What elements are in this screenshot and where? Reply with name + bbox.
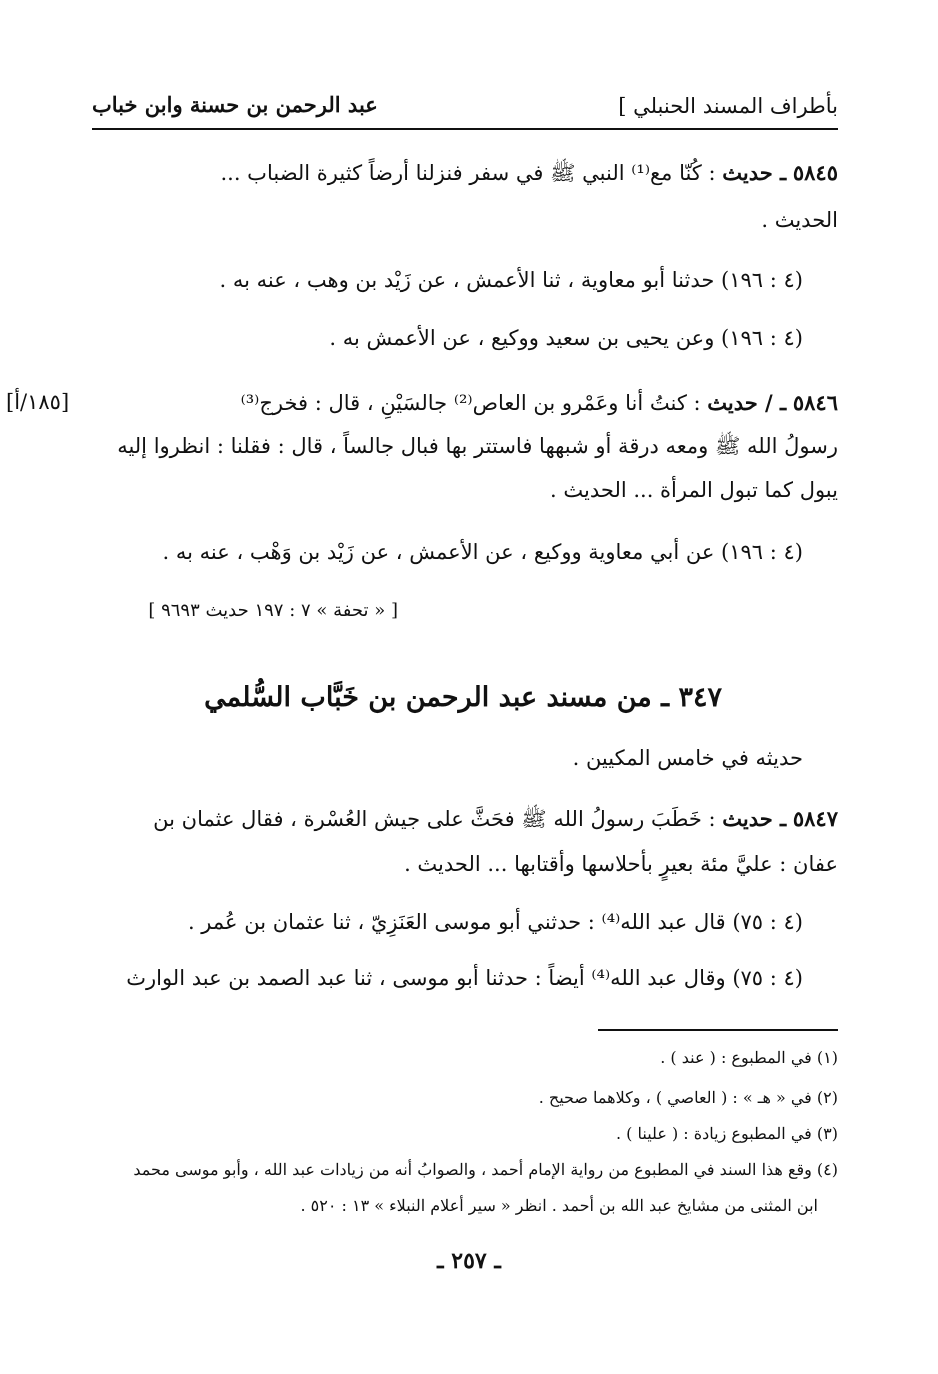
header-section-title: عبد الرحمن بن حسنة وابن خباب [92,92,378,117]
section-intro: حديثه في خامس المكيين . [572,746,803,770]
hadith-label: ـ حديث [722,806,787,831]
footnote-divider [598,1029,838,1031]
hadith-5846-line-2: رسولُ الله ﷺ ومعه درقة أو شبهها فاستتر بها فبال جالساً ، قال : فقلنا : انظروا إليه [117,434,838,458]
tuhfa-reference: [ « تحفة » ٧ : ١٩٧ حديث ٩٦٩٣ ] [148,600,398,621]
footnote: (١) في المطبوع : ( عند ) . [660,1048,838,1067]
hadith-text: : خَطَبَ رسولُ الله ﷺ فحَثَّ على جيش العُسْرة ، فقال عثمان بن [153,807,716,831]
folio-marker: [١٨٥/أ] [6,390,70,414]
hadith-number: ٥٨٤٥ [792,160,838,185]
footnote-continuation: ابن المثنى من مشايخ عبد الله بن أحمد . انظر « سير أعلام النبلاء » ١٣ : ٥٢٠ . [300,1196,818,1215]
hadith-5847-line-2: عفان : عليَّ مئة بعيرٍ بأحلاسها وأقتابها ... الحديث . [404,852,838,876]
page-number: ـ ٢٥٧ ـ [437,1248,501,1274]
hadith-5846-line-3: يبول كما تبول المرأة ... الحديث . [550,478,838,502]
section-title: ٣٤٧ ـ من مسند عبد الرحمن بن خَبَّاب السُّلمي [204,682,722,713]
hadith-5846-line-1 [241,390,838,416]
header-book-title: بأطراف المسند الحنبلي ] [618,94,838,118]
footnote: (٤) وقع هذا السند في المطبوع من رواية الإمام أحمد ، والصوابُ أنه من زيادات عبد الله ، وأبو موسى محمد [133,1160,838,1179]
footnote: (٣) في المطبوع زيادة : ( علينا ) . [616,1124,838,1143]
running-header [92,88,838,130]
hadith-text: : كُنّا مع⁽¹⁾ النبي ﷺ في سفر فنزلنا أرضاً كثيرة الضباب ... [220,161,716,185]
hadith-label: ـ / حديث [707,390,787,415]
hadith-number: ٥٨٤٧ [792,806,838,831]
chain-line: (٤ : ٧٥) وقال عبد الله⁽⁴⁾ أيضاً : حدثنا أبو موسى ، ثنا عبد الصمد بن عبد الوارث [126,966,803,990]
hadith-5845-line-1 [220,160,838,186]
hadith-5845-line-2: الحديث . [761,208,838,232]
chain-line: (٤ : ١٩٦) وعن يحيى بن سعيد ووكيع ، عن الأعمش به . [329,326,803,350]
hadith-5847-line-1 [153,806,838,832]
chain-line: (٤ : ١٩٦) عن أبي معاوية ووكيع ، عن الأعمش ، عن زَيْد بن وَهْب ، عنه به . [162,540,803,564]
hadith-text: : كنتُ أنا وعَمْرو بن العاص⁽²⁾ جالسَيْنِ ، قال : فخرج⁽³⁾ [240,391,701,415]
footnote: (٢) في « هـ » : ( العاصي ) ، وكلاهما صحيح . [538,1088,838,1107]
chain-line: (٤ : ٧٥) قال عبد الله⁽⁴⁾ : حدثني أبو موسى العَنَزِيّ ، ثنا عثمان بن عُمر . [187,910,803,934]
hadith-label: ـ حديث [722,160,787,185]
chain-line: (٤ : ١٩٦) حدثنا أبو معاوية ، ثنا الأعمش ، عن زَيْد بن وهب ، عنه به . [219,268,803,292]
hadith-number: ٥٨٤٦ [792,390,838,415]
